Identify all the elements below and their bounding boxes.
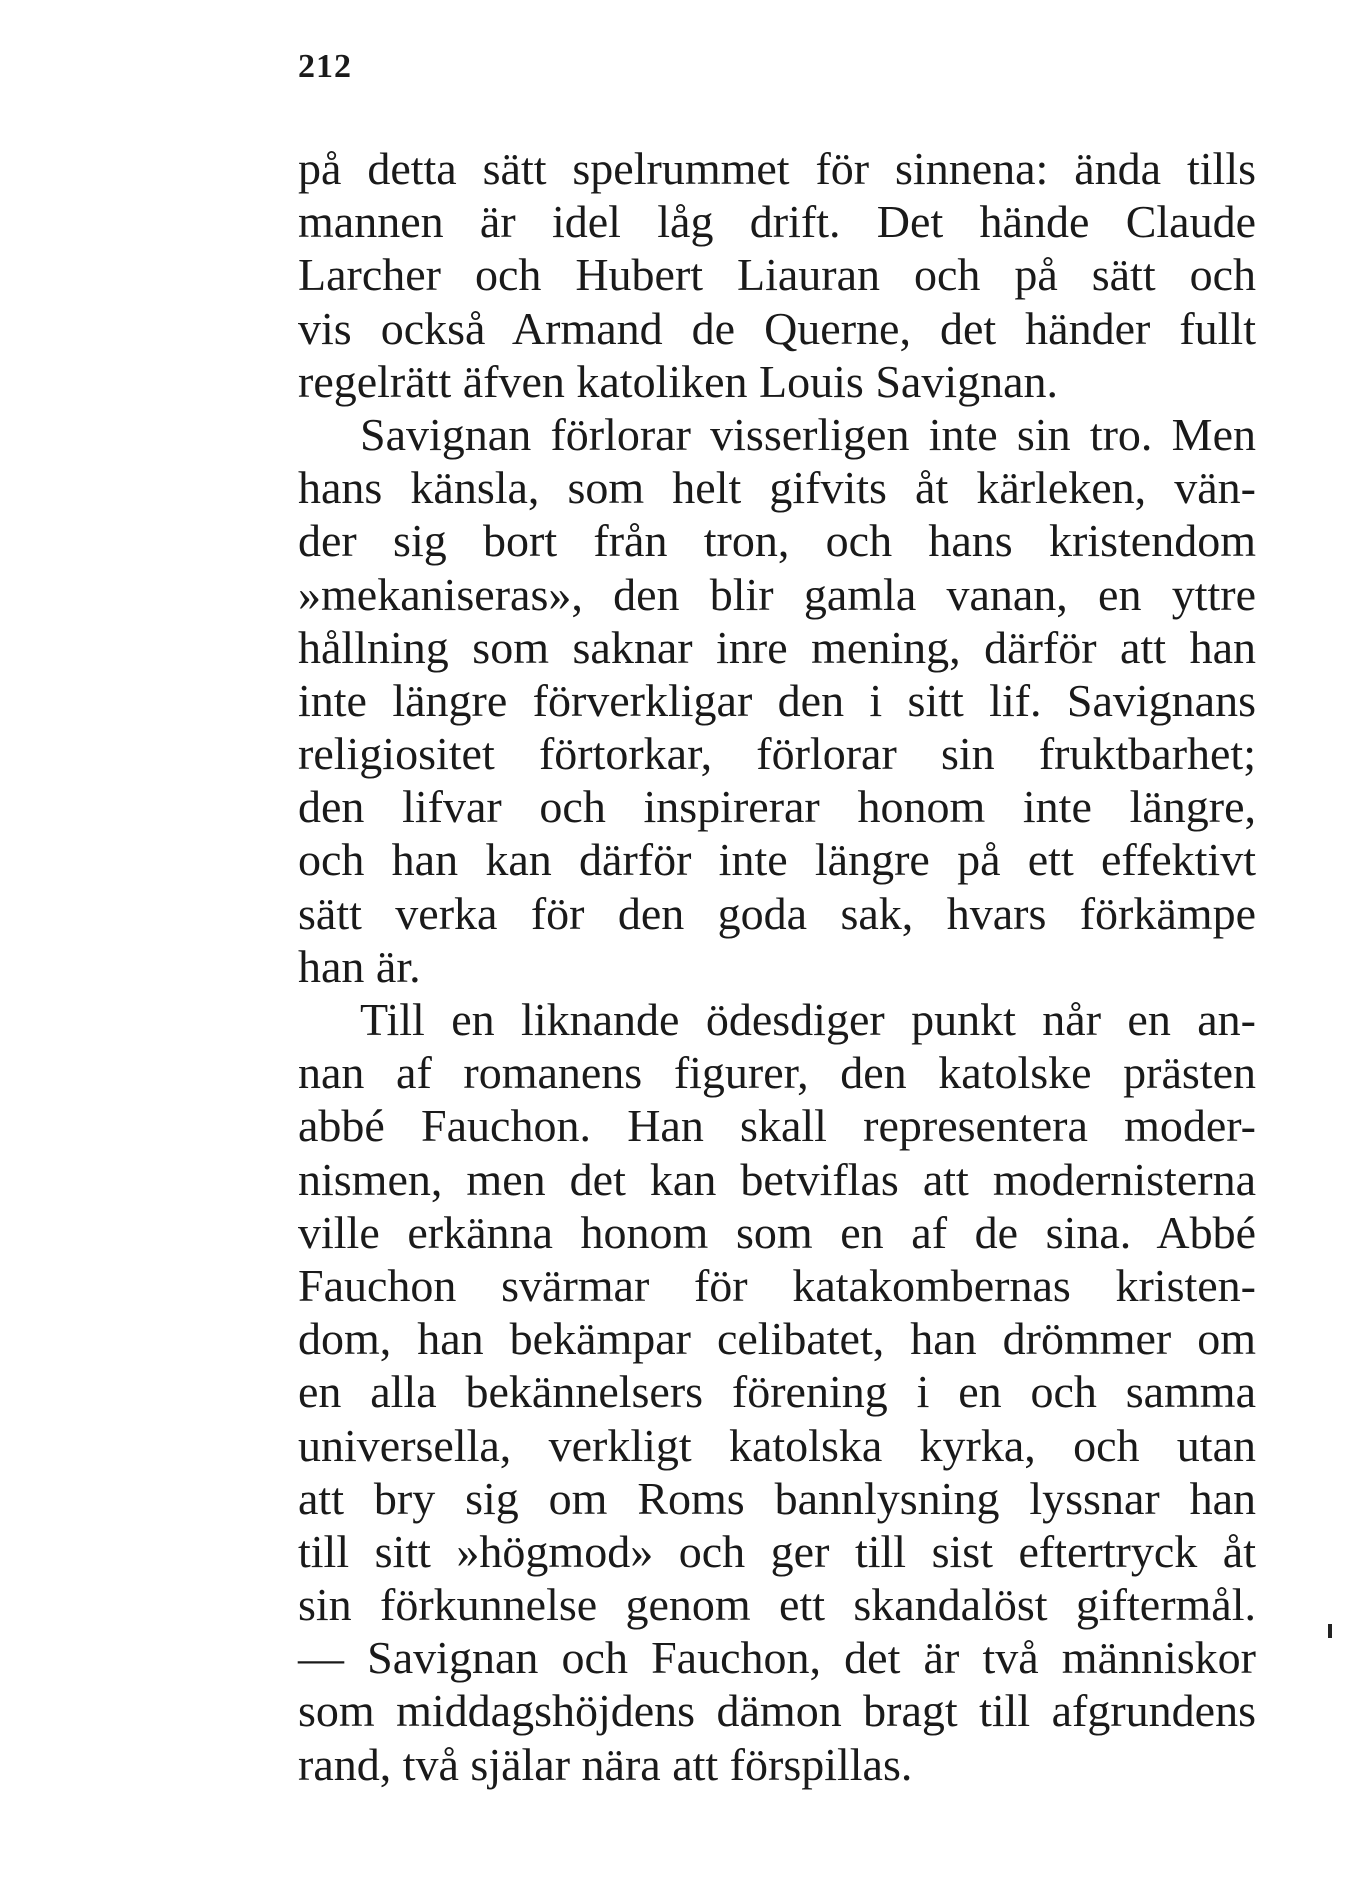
text-line: inte längre förverkligar den i sitt lif. Savignans: [298, 674, 1256, 726]
text-line: »mekaniseras», den blir gamla vanan, en yttre: [298, 568, 1256, 620]
text-line: regelrätt äfven katoliken Louis Savignan.: [298, 355, 1059, 407]
text-line: en alla bekännelsers förening i en och samma: [298, 1366, 1256, 1418]
text-line: nan af romanens figurer, den katolske prästen: [298, 1047, 1256, 1099]
text-line: till sitt »högmod» och ger till sist eftertryck åt: [298, 1525, 1256, 1577]
text-line: Till en liknande ödesdiger punkt når en an-: [360, 994, 1256, 1045]
body-text: [298, 142, 1256, 1791]
text-line: den lifvar och inspirerar honom inte längre,: [298, 781, 1256, 833]
text-line: abbé Fauchon. Han skall representera moder-: [298, 1100, 1256, 1152]
text-line: hållning som saknar inre mening, därför att han: [298, 621, 1256, 673]
text-line: på detta sätt spelrummet för sinnena: ända tills: [298, 143, 1256, 194]
text-line: hans känsla, som helt gifvits åt kärleken, vän-: [298, 462, 1256, 514]
text-line: ville erkänna honom som en af de sina. Abbé: [298, 1206, 1256, 1258]
text-line: Fauchon svärmar för katakombernas kristen-: [298, 1259, 1256, 1311]
text-line: nismen, men det kan betviflas att modernisterna: [298, 1153, 1256, 1205]
text-line: rand, två själar nära att förspillas.: [298, 1738, 913, 1790]
text-line: Savignan förlorar visserligen inte sin tro. Men: [360, 408, 1256, 460]
text-line: han är.: [298, 940, 421, 992]
text-line: sätt verka för den goda sak, hvars förkämpe: [298, 887, 1256, 939]
text-line: — Savignan och Fauchon, det är två människor: [298, 1632, 1256, 1684]
text-line: att bry sig om Roms bannlysning lyssnar han: [298, 1472, 1256, 1524]
text-line: sin förkunnelse genom ett skandalöst giftermål.: [298, 1579, 1256, 1631]
text-line: som middagshöjdens dämon bragt till afgrundens: [298, 1685, 1256, 1737]
margin-mark: [1328, 1624, 1332, 1638]
text-line: vis också Armand de Querne, det händer fullt: [298, 302, 1256, 354]
page-number: 212: [298, 48, 352, 85]
text-line: och han kan därför inte längre på ett effektivt: [298, 834, 1256, 886]
text-line: der sig bort från tron, och hans kristendom: [298, 515, 1256, 567]
text-line: religiositet förtorkar, förlorar sin fruktbarhet;: [298, 728, 1256, 780]
text-line: mannen är idel låg drift. Det hände Claude: [298, 196, 1256, 248]
text-line: Larcher och Hubert Liauran och på sätt och: [298, 249, 1256, 301]
text-line: universella, verkligt katolska kyrka, och utan: [298, 1419, 1256, 1471]
text-line: dom, han bekämpar celibatet, han drömmer om: [298, 1313, 1256, 1365]
